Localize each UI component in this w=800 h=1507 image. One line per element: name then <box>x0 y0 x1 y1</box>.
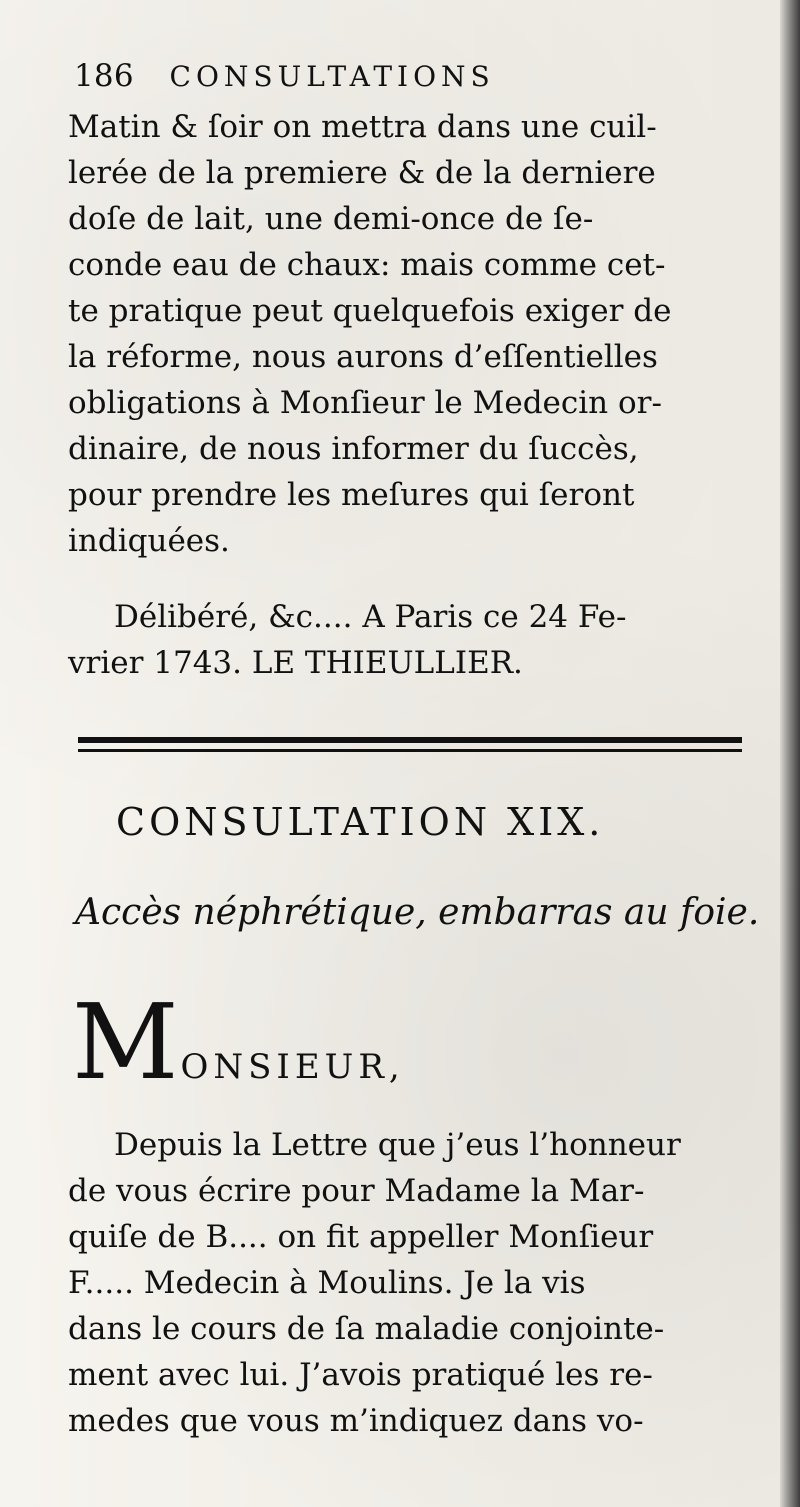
page-spine-shadow <box>780 0 800 1507</box>
salutation-initial: M <box>72 981 179 1103</box>
consultation-title: CONSULTATION XIX. <box>116 800 605 844</box>
section-divider-thick <box>78 737 742 743</box>
body-line: indiquées. <box>68 523 230 559</box>
letter-line: medes que vous m’indiquez dans vo- <box>68 1403 644 1439</box>
page-number: 186 <box>74 58 134 94</box>
salutation-rest: ONSIEUR, <box>180 1047 405 1087</box>
closing-text <box>68 594 744 686</box>
salutation <box>72 981 405 1103</box>
body-line: conde eau de chaux: mais comme cet- <box>68 247 666 283</box>
body-line: dinaire, de nous informer du ſuccès, <box>68 431 639 467</box>
consultation-subtitle: Accès néphrétique, embarras au foie. <box>75 892 760 933</box>
letter-line: ment avec lui. J’avois pratiqué les re- <box>68 1357 653 1393</box>
closing-line: Délibéré, &c.... A Paris ce 24 Fe- <box>114 599 627 635</box>
body-line: doſe de lait, une demi-once de ſe- <box>68 201 594 237</box>
body-line: pour prendre les meſures qui ſeront <box>68 477 635 513</box>
closing-line: vrier 1743. LE THIEULLIER. <box>68 645 523 681</box>
page-header <box>74 56 724 97</box>
top-body-text <box>68 104 744 564</box>
body-line: te pratique peut quelquefois exiger de <box>68 293 672 329</box>
body-line: obligations à Monſieur le Medecin or- <box>68 385 662 421</box>
running-title: CONSULTATIONS <box>169 60 495 93</box>
letter-line: dans le cours de ſa maladie conjointe- <box>68 1311 665 1347</box>
letter-line: quiſe de B.... on fit appeller Monſieur <box>68 1219 654 1255</box>
body-line: Matin & ſoir on mettra dans une cuil- <box>68 109 657 145</box>
letter-line: F..... Medecin à Moulins. Je la vis <box>68 1265 586 1301</box>
section-divider-thin <box>78 749 742 752</box>
letter-body-text <box>68 1122 744 1444</box>
letter-line: Depuis la Lettre que j’eus l’honneur <box>114 1127 681 1163</box>
body-line: lerée de la premiere & de la derniere <box>68 155 656 191</box>
letter-line: de vous écrire pour Madame la Mar- <box>68 1173 645 1209</box>
body-line: la réforme, nous aurons d’eſſentielles <box>68 339 658 375</box>
